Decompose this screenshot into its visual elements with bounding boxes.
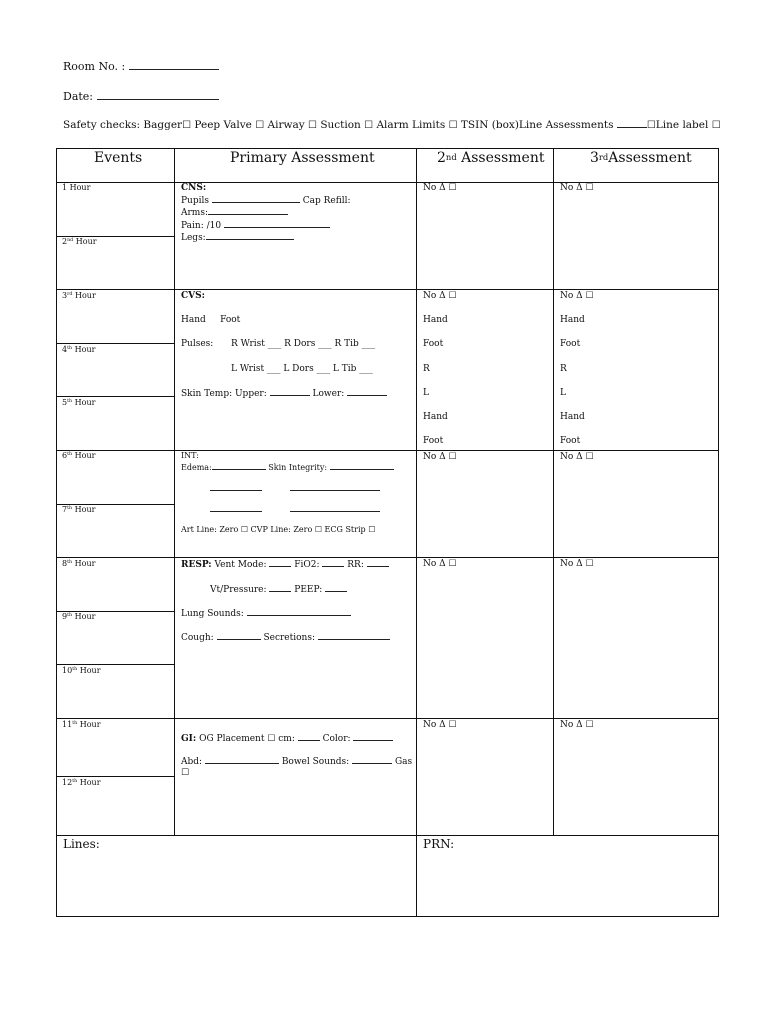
safety-item-bagger: Bagger (143, 119, 183, 131)
header-second-assessment: 2nd Assessment (437, 150, 545, 166)
hour-label-11: 11th Hour (62, 720, 101, 729)
checkbox-peep-valve[interactable]: ☐ (255, 120, 265, 131)
header-events: Events (94, 150, 143, 166)
date-field[interactable] (63, 90, 219, 103)
third-cvs-foot-2: Foot (560, 436, 581, 446)
int-title: INT: (181, 451, 199, 460)
safety-item-peep-valve: Peep Valve (194, 119, 252, 131)
cns-pain-line[interactable]: Pain: /10 (181, 220, 330, 231)
third-cvs-hand-2: Hand (560, 412, 585, 422)
second-cvs-no-change[interactable]: No Δ ☐ (423, 291, 457, 301)
third-cvs-no-change[interactable]: No Δ ☐ (560, 291, 594, 301)
second-cvs-hand-2: Hand (423, 412, 448, 422)
room-number-field[interactable] (63, 60, 219, 73)
third-cns-no-change[interactable]: No Δ ☐ (560, 183, 594, 193)
third-cvs-foot: Foot (560, 339, 581, 349)
second-cvs-hand: Hand (423, 315, 448, 325)
room-number-blank[interactable] (129, 60, 219, 70)
second-cns-no-change[interactable]: No Δ ☐ (423, 183, 457, 193)
checkbox-line-label[interactable]: ☐ (646, 120, 656, 131)
hour-label-12: 12th Hour (62, 778, 101, 787)
cns-legs-line[interactable]: Legs: (181, 232, 294, 243)
lines-notes-area[interactable] (57, 852, 416, 916)
checkbox-alarm-limits[interactable]: ☐ (448, 120, 458, 131)
gi-gas-checkbox[interactable]: ☐ (181, 768, 190, 778)
resp-cough-line[interactable]: Cough: Secretions: (181, 632, 390, 643)
int-edema-line[interactable]: Edema: Skin Integrity: (181, 462, 394, 473)
cvs-skin-temp-line[interactable]: Skin Temp: Upper: Lower: (181, 388, 387, 399)
safety-checks-label: Safety checks: (63, 119, 141, 131)
third-cvs-hand: Hand (560, 315, 585, 325)
second-cvs-foot: Foot (423, 339, 444, 349)
resp-lung-sounds-line[interactable]: Lung Sounds: (181, 608, 351, 619)
cvs-hand-foot: Hand Foot (181, 315, 241, 325)
checkbox-airway[interactable]: ☐ (308, 120, 317, 131)
int-blank-row-1[interactable] (210, 483, 380, 494)
prn-label: PRN: (423, 837, 455, 851)
lines-label: Lines: (63, 837, 100, 851)
second-resp-no-change[interactable]: No Δ ☐ (423, 559, 457, 569)
second-cvs-l: L (423, 388, 429, 398)
resp-line-1[interactable]: RESP: Vent Mode: FiO2: RR: (181, 559, 389, 570)
cvs-title: CVS: (181, 291, 205, 301)
cvs-left-pulses[interactable]: L Wrist ___ L Dors ___ L Tib ___ (231, 364, 373, 374)
third-resp-no-change[interactable]: No Δ ☐ (560, 559, 594, 569)
second-cvs-r: R (423, 364, 430, 374)
safety-item-line-label: Line label (655, 119, 709, 131)
hour-label-6: 6th Hour (62, 451, 96, 460)
safety-item-suction: Suction (320, 119, 361, 131)
checkbox-line-label-end[interactable]: ☐ (711, 120, 721, 131)
cns-arms-line[interactable]: Arms: (181, 207, 288, 218)
room-number-label: Room No. : (63, 60, 126, 73)
gi-line-2[interactable]: Abd: Bowel Sounds: Gas (181, 757, 413, 767)
third-cvs-l: L (560, 388, 566, 398)
second-gi-no-change[interactable]: No Δ ☐ (423, 720, 457, 730)
int-blank-row-2[interactable] (210, 504, 380, 515)
second-cvs-foot-2: Foot (423, 436, 444, 446)
hour-label-1: 1 Hour (62, 183, 91, 192)
table-border (57, 149, 719, 917)
resp-line-2[interactable]: Vt/Pressure: PEEP: (210, 584, 347, 595)
cns-pupils-line[interactable]: Pupils Cap Refill: (181, 196, 351, 206)
safety-item-tsin-line-assessments: TSIN (box)Line Assessments (460, 119, 614, 131)
hour-label-8: 8th Hour (62, 559, 96, 568)
hour-label-4: 4th Hour (62, 345, 96, 354)
cvs-pulses-label: Pulses: (181, 339, 214, 349)
int-art-line-checks[interactable]: Art Line: Zero ☐ CVP Line: Zero ☐ ECG Strip ☐ (181, 525, 376, 534)
cvs-right-pulses[interactable]: R Wrist ___ R Dors ___ R Tib ___ (231, 339, 376, 349)
gi-line-1[interactable]: GI: OG Placement ☐ cm: Color: (181, 733, 393, 744)
date-blank[interactable] (97, 90, 219, 100)
third-gi-no-change[interactable]: No Δ ☐ (560, 720, 594, 730)
second-int-no-change[interactable]: No Δ ☐ (423, 452, 457, 462)
line-assessments-blank[interactable] (617, 120, 647, 128)
hour-label-10: 10th Hour (62, 666, 101, 675)
safety-checks-line (63, 119, 721, 131)
hour-label-7: 7th Hour (62, 505, 96, 514)
checkbox-bagger[interactable]: ☐ (182, 120, 192, 131)
prn-notes-area[interactable] (417, 852, 718, 916)
date-label: Date: (63, 90, 94, 103)
hour-label-9: 9th Hour (62, 612, 96, 621)
header-third-assessment: 3rdAssessment (590, 150, 692, 166)
safety-item-alarm-limits: Alarm Limits (376, 119, 446, 131)
hour-label-5: 5th Hour (62, 398, 96, 407)
hour-label-3: 3rd Hour (62, 291, 96, 300)
checkbox-suction[interactable]: ☐ (364, 120, 374, 131)
safety-item-airway: Airway (267, 119, 305, 131)
cns-title: CNS: (181, 183, 207, 193)
header-primary-assessment: Primary Assessment (230, 150, 375, 166)
third-cvs-r: R (560, 364, 567, 374)
third-int-no-change[interactable]: No Δ ☐ (560, 452, 594, 462)
hour-label-2: 2nd Hour (62, 237, 97, 246)
